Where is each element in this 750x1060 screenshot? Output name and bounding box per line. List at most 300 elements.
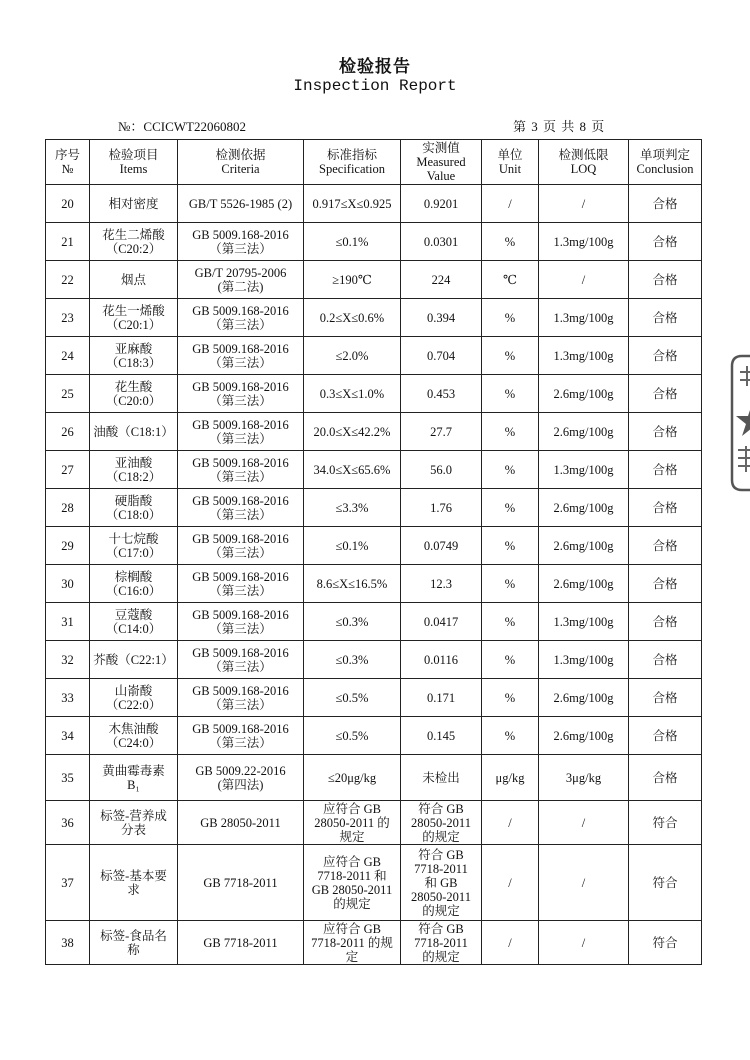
cell-item-number: 36 [46,801,90,845]
criteria-line: （第三法） [209,583,272,598]
measured-value-line: 27.7 [430,424,452,439]
cell-item-name [90,845,178,921]
cell-loq: 3μg/kg [539,755,629,801]
cell-measured-value [401,375,482,413]
specification-line: 20.0≤X≤42.2% [313,424,391,439]
column-header-cn: 实测值 [422,141,460,155]
table-row [46,603,702,641]
specification-line: ≤0.1% [335,234,369,249]
item-name-line: 芥酸（C22:1） [93,652,174,667]
table-row [46,527,702,565]
measured-value-line: 的规定 [422,903,460,918]
column-header-cn: 标准指标 [326,148,377,162]
cell-unit: / [482,921,539,965]
cell-loq: / [539,801,629,845]
cell-conclusion: 合格 [629,603,702,641]
table-row [46,921,702,965]
cell-criteria [178,603,304,641]
cell-specification [304,413,401,451]
specification-line: GB 28050-2011 [311,882,393,897]
item-name-line: 黄曲霉毒素 [102,763,165,778]
cell-loq: 1.3mg/100g [539,603,629,641]
cell-specification [304,185,401,223]
specification-line: ≤20μg/kg [327,770,377,785]
measured-value-line: 0.0749 [423,538,459,553]
table-row [46,755,702,801]
cell-measured-value [401,755,482,801]
criteria-line: GB 5009.168-2016 [192,721,289,736]
measured-value-line: 1.76 [430,500,452,515]
cell-criteria [178,451,304,489]
criteria-line: GB 5009.168-2016 [192,455,289,470]
measured-value-line: 0.453 [426,386,456,401]
cell-specification [304,921,401,965]
specification-line: ≥190℃ [332,272,372,287]
column-header-en: Measured Value [416,155,466,183]
cell-loq: / [539,261,629,299]
cell-item-name [90,641,178,679]
cell-specification [304,641,401,679]
item-name-line: （C17:0） [105,545,162,560]
cell-conclusion: 合格 [629,413,702,451]
cell-loq: 2.6mg/100g [539,375,629,413]
cell-unit: / [482,185,539,223]
cell-item-number: 32 [46,641,90,679]
cell-criteria [178,527,304,565]
cell-measured-value [401,261,482,299]
column-header-en: LOQ [570,162,597,176]
cell-unit: % [482,641,539,679]
cell-unit: % [482,413,539,451]
specification-line: ≤0.3% [335,614,369,629]
cell-item-name [90,717,178,755]
item-name-line: 烟点 [120,272,146,287]
cell-loq: 1.3mg/100g [539,337,629,375]
item-name-line: 花生二烯酸 [102,227,165,242]
cell-loq: / [539,185,629,223]
criteria-line: （第三法） [209,621,272,636]
cell-conclusion: 合格 [629,717,702,755]
criteria-line: （第三法） [209,735,272,750]
table-row [46,679,702,717]
cell-loq: 2.6mg/100g [539,413,629,451]
item-name-line: 十七烷酸 [108,531,159,546]
cell-measured-value [401,337,482,375]
seal-glyph-top [740,366,750,386]
column-header-en: Unit [498,162,522,176]
table-body [46,185,702,965]
cell-unit: % [482,299,539,337]
item-name-line: （C20:0） [105,393,162,408]
cell-item-name [90,223,178,261]
cell-specification [304,801,401,845]
cell-criteria [178,921,304,965]
cell-item-name [90,527,178,565]
cell-loq: 2.6mg/100g [539,527,629,565]
cell-unit: % [482,489,539,527]
cell-measured-value [401,185,482,223]
measured-value-line: 0.145 [426,728,456,743]
cell-specification [304,261,401,299]
cell-criteria [178,641,304,679]
measured-value-line: 符合 GB [418,921,464,936]
specification-line: 应符合 GB [323,854,381,869]
seal-glyph-bottom [738,446,750,472]
item-name-line: 求 [127,882,140,897]
cell-item-number: 38 [46,921,90,965]
criteria-line: GB 5009.168-2016 [192,227,289,242]
table-row [46,717,702,755]
cell-item-number: 24 [46,337,90,375]
specification-line: ≤0.5% [335,690,369,705]
report-title-en: Inspection Report [293,77,457,95]
table-row [46,375,702,413]
cell-item-name [90,451,178,489]
measured-value-line: 未检出 [422,770,460,785]
cell-item-number: 31 [46,603,90,641]
column-header-cn: 检验项目 [108,148,159,162]
cell-measured-value [401,565,482,603]
cell-item-name [90,603,178,641]
cell-criteria [178,717,304,755]
cell-loq: 2.6mg/100g [539,717,629,755]
column-header-cn: 单位 [497,148,523,162]
criteria-line: (第四法) [217,777,264,792]
header-row [46,140,702,185]
cell-specification [304,679,401,717]
specification-line: 应符合 GB [323,801,381,816]
cell-conclusion: 合格 [629,565,702,603]
cell-unit: ℃ [482,261,539,299]
criteria-line: （第三法） [209,507,272,522]
cell-criteria [178,755,304,801]
cell-item-name [90,413,178,451]
specification-line: 28050-2011 的 [314,815,390,830]
cell-specification [304,845,401,921]
item-name-line: 山嵛酸 [114,683,153,698]
table-row [46,845,702,921]
item-name-line: 亚麻酸 [114,341,153,356]
measured-value-line: 56.0 [430,462,452,477]
column-header-en: Items [119,162,148,176]
cell-item-number: 37 [46,845,90,921]
column-header [304,140,401,185]
cell-loq: / [539,845,629,921]
cell-conclusion: 合格 [629,527,702,565]
item-name-line: （C24:0） [105,735,162,750]
measured-value-line: 0.0116 [424,652,458,667]
cell-specification [304,717,401,755]
cell-item-number: 33 [46,679,90,717]
cell-loq: / [539,921,629,965]
cell-unit: % [482,337,539,375]
cell-unit: % [482,223,539,261]
cell-conclusion: 符合 [629,845,702,921]
cell-criteria [178,489,304,527]
cell-item-name [90,801,178,845]
cell-measured-value [401,801,482,845]
cell-measured-value [401,299,482,337]
page-indicator: 第 3 页 共 8 页 [513,119,605,134]
cell-unit: % [482,565,539,603]
cell-specification [304,375,401,413]
item-name-line: 称 [127,942,140,957]
report-title-cn: 检验报告 [339,57,411,76]
cell-conclusion: 合格 [629,299,702,337]
table-row [46,801,702,845]
cell-conclusion: 合格 [629,489,702,527]
criteria-line: GB 5009.168-2016 [192,341,289,356]
cell-criteria [178,801,304,845]
criteria-line: GB 7718-2011 [203,935,278,950]
cell-conclusion: 合格 [629,185,702,223]
criteria-line: （第三法） [209,355,272,370]
column-header [46,140,90,185]
table-row [46,223,702,261]
cell-specification [304,299,401,337]
measured-value-line: 符合 GB [418,801,464,816]
item-name-line: 花生一烯酸 [102,303,165,318]
criteria-line: （第三法） [209,241,272,256]
item-name-line: 亚油酸 [114,455,153,470]
cell-criteria [178,565,304,603]
cell-specification [304,337,401,375]
seal-star-icon [728,354,750,492]
column-header [482,140,539,185]
cell-specification [304,527,401,565]
measured-value-line: 28050-2011 [411,815,471,830]
specification-line: 应符合 GB [323,921,381,936]
measured-value-line: 7718-2011 [414,935,468,950]
item-name-line: （C22:0） [105,697,162,712]
cell-conclusion: 合格 [629,223,702,261]
cell-loq: 2.6mg/100g [539,565,629,603]
cell-specification [304,451,401,489]
criteria-line: （第三法） [209,545,272,560]
measured-value-line: 0.0417 [423,614,459,629]
measured-value-line: 0.171 [426,690,456,705]
column-header-cn: 序号 [54,148,80,162]
cell-measured-value [401,603,482,641]
cell-measured-value [401,641,482,679]
cell-specification [304,755,401,801]
cell-item-name [90,679,178,717]
cell-unit: % [482,717,539,755]
column-header [539,140,629,185]
item-name-line: 棕榈酸 [114,569,153,584]
table-row [46,261,702,299]
measured-value-line: 0.9201 [423,196,459,211]
measured-value-line: 0.0301 [423,234,459,249]
cell-item-number: 21 [46,223,90,261]
table-header [46,140,702,185]
cell-item-name [90,755,178,801]
cell-loq: 1.3mg/100g [539,299,629,337]
specification-line: ≤0.3% [335,652,369,667]
cell-criteria [178,261,304,299]
table-row [46,185,702,223]
criteria-line: GB 5009.168-2016 [192,683,289,698]
cell-measured-value [401,223,482,261]
criteria-line: GB 28050-2011 [200,815,281,830]
measured-value-line: 和 GB [424,875,458,890]
criteria-line: GB 5009.168-2016 [192,379,289,394]
cell-item-name [90,375,178,413]
item-name-line: 标签-食品名 [100,928,167,943]
criteria-line: GB 5009.168-2016 [192,493,289,508]
measured-value-line: 的规定 [422,829,460,844]
cell-conclusion: 合格 [629,641,702,679]
specification-line: 0.2≤X≤0.6% [319,310,385,325]
measured-value-line: 28050-2011 [411,889,471,904]
cell-measured-value [401,451,482,489]
column-header [629,140,702,185]
report-number: №：CCICWT22060802 [118,119,246,134]
cell-measured-value [401,921,482,965]
cell-unit: % [482,375,539,413]
cell-unit: % [482,451,539,489]
cell-conclusion: 合格 [629,755,702,801]
cell-criteria [178,375,304,413]
criteria-line: （第三法） [209,317,272,332]
cell-criteria [178,679,304,717]
cell-item-name [90,261,178,299]
item-name-line: 分表 [120,822,146,837]
criteria-line: (第二法) [217,279,264,294]
cell-conclusion: 合格 [629,261,702,299]
column-header-cn: 检测低限 [558,148,609,162]
measured-value-line: 0.394 [426,310,456,325]
criteria-line: （第三法） [209,393,272,408]
column-header [178,140,304,185]
item-name-line: （C16:0） [105,583,162,598]
cell-criteria [178,413,304,451]
criteria-line: （第三法） [209,469,272,484]
criteria-line: GB/T 20795-2006 [194,265,287,280]
specification-line: 34.0≤X≤65.6% [313,462,391,477]
cell-item-number: 30 [46,565,90,603]
table-row [46,565,702,603]
cell-specification [304,489,401,527]
cell-measured-value [401,717,482,755]
cell-item-number: 26 [46,413,90,451]
cell-loq: 1.3mg/100g [539,641,629,679]
specification-line: ≤0.1% [335,538,369,553]
cell-conclusion: 符合 [629,921,702,965]
criteria-line: GB/T 5526-1985 (2) [188,196,293,211]
item-name-line: （C14:0） [105,621,162,636]
cell-measured-value [401,489,482,527]
cell-loq: 2.6mg/100g [539,489,629,527]
cell-item-number: 22 [46,261,90,299]
criteria-line: GB 5009.168-2016 [192,607,289,622]
item-name-line: 木焦油酸 [108,721,159,736]
cell-unit: % [482,527,539,565]
cell-item-number: 27 [46,451,90,489]
criteria-line: GB 5009.22-2016 [195,763,286,778]
criteria-line: （第三法） [209,697,272,712]
cell-criteria [178,845,304,921]
item-name-line: 标签-营养成 [100,808,167,823]
cell-item-name [90,299,178,337]
column-header [90,140,178,185]
specification-line: 7718-2011 和 [317,868,387,883]
cell-measured-value [401,527,482,565]
column-header-en: Conclusion [636,162,694,176]
specification-line: 0.917≤X≤0.925 [312,196,392,211]
measured-value-line: 224 [431,272,451,287]
measured-value-line: 的规定 [422,949,460,964]
cell-measured-value [401,413,482,451]
cell-item-number: 34 [46,717,90,755]
item-name-line: 硬脂酸 [114,493,153,508]
specification-line: 定 [345,949,359,964]
column-header [401,140,482,185]
table-row [46,413,702,451]
criteria-line: GB 5009.168-2016 [192,531,289,546]
column-header-cn: 单项判定 [639,148,690,162]
item-name-line: 标签-基本要 [100,868,167,883]
specification-line: 7718-2011 的规 [311,935,393,950]
cell-unit: μg/kg [482,755,539,801]
cell-item-number: 28 [46,489,90,527]
cell-unit: / [482,845,539,921]
criteria-line: GB 7718-2011 [203,875,278,890]
cell-specification [304,603,401,641]
item-name-line: （C18:2） [105,469,162,484]
cell-item-name [90,921,178,965]
cell-measured-value [401,845,482,921]
cell-item-number: 35 [46,755,90,801]
measured-value-line: 0.704 [426,348,456,363]
table-row [46,451,702,489]
cell-unit: % [482,679,539,717]
specification-line: ≤0.5% [335,728,369,743]
cell-item-name [90,489,178,527]
specification-line: 规定 [339,829,365,844]
item-name-line: （C20:1） [105,317,162,332]
cell-specification [304,565,401,603]
criteria-line: GB 5009.168-2016 [192,645,289,660]
criteria-line: （第三法） [209,659,272,674]
item-name-line: 油酸（C18:1） [93,424,174,439]
item-name-line: B₁ [127,777,140,792]
cell-criteria [178,299,304,337]
item-name-line: （C18:3） [105,355,162,370]
item-name-line: （C20:2） [105,241,162,256]
cell-conclusion: 合格 [629,451,702,489]
cell-conclusion: 合格 [629,337,702,375]
item-name-line: 花生酸 [114,379,153,394]
cell-item-number: 29 [46,527,90,565]
inspection-table [45,139,702,965]
table-row [46,641,702,679]
cell-conclusion: 符合 [629,801,702,845]
criteria-line: GB 5009.168-2016 [192,569,289,584]
specification-line: 8.6≤X≤16.5% [316,576,388,591]
cell-conclusion: 合格 [629,679,702,717]
cell-item-number: 20 [46,185,90,223]
cell-criteria [178,223,304,261]
cell-item-number: 23 [46,299,90,337]
specification-line: ≤3.3% [335,500,369,515]
specification-line: ≤2.0% [335,348,369,363]
seal-star [736,404,750,436]
criteria-line: GB 5009.168-2016 [192,417,289,432]
item-name-line: 豆蔻酸 [114,607,153,622]
cell-item-name [90,337,178,375]
table-row [46,489,702,527]
